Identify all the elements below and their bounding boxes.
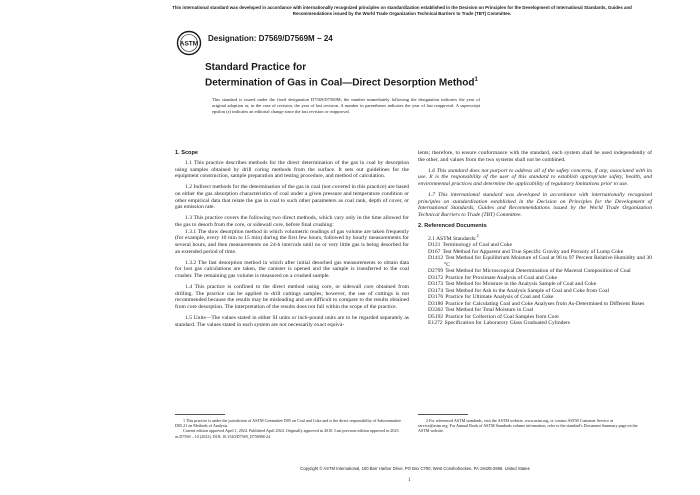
footnote: 2 For referenced ASTM standards, visit the ASTM website, www.astm.org, or contact ASTM Customer Service at service@astm.org. For Annual Book of ASTM Standards volume information, refer to the standard's Document Summary page on the ASTM website. [418,418,638,434]
scope-paragraph: 1.3.2 The fast desorption method in which after initial desorbed gas measurements to obtain data for lost gas calculations are taken, the canister is opened and the sample is transferred to the coal crusher. The remaining gas volume is measured on a crushed sample. [175,259,409,279]
copyright-footer: Copyright © ASTM International, 100 Barr Harbor Drive, PO Box C700, West Conshohocken, PA 19428-2959. United States [300,466,530,471]
svg-text:ASTM: ASTM [179,40,199,48]
tbt-notice: This international standard was developed in accordance with internationally recognized principles on standardization established in the Decision on Principles for the Development of International Standards, Guides and Recommendations issued by the World Trade Organization Technical Barriers to Trade (TBT) Committee. [172,5,632,16]
reference-title: Specification for Laboratory Glass Graduated Cylinders [444,320,570,327]
tbt-paragraph: 1.7 This international standard was developed in accordance with internationally recognized principles on standardization established in the Decision on Principles for the Development of International Standards, Guides and Recommendations issued by the World Trade Organization Technical Barriers to Trade (TBT) Committee. [418,191,652,218]
reference-code[interactable]: D3174 [428,287,444,294]
astm-standards-intro [428,233,652,243]
reference-title: Practice for Proximate Analysis of Coal and Coke [445,274,557,281]
refs-intro-mark: 2 [476,232,479,238]
reference-title: Test Method for Moisture in the Analysis Sample of Coal and Coke [445,281,597,288]
reference-list [418,242,652,327]
scope-paragraph: 1.1 This practice describes methods for the direct determination of the gas in coal by desorption using samples obtained by drill coring methods from the surface. It sets out guidelines for the equipment construction, sample preparation and testing procedure, and method of calculation. [175,159,409,180]
reference-title: Practice for Ultimate Analysis of Coal and Coke [445,294,554,301]
title-line-1: Standard Practice for [205,62,307,73]
reference-code[interactable]: D121 [428,242,441,249]
scope-paragraph: lents; therefore, to ensure conformance with the standard, each system shall be used independently of the other, and values from the two systems shall not be combined. [418,150,652,163]
reference-code[interactable]: D1412 [428,255,444,262]
reference-title: Test Method for Apparent and True Specific Gravity and Porosity of Lump Coke [442,248,624,255]
reference-code[interactable]: D3302 [428,307,444,314]
right-column [418,150,652,327]
scope-paragraph: 1.5 Units—The values stated in either SI units or inch-pound units are to be regarded separately as standard. The values stated in each system are not necessarily exact equiva- [175,314,409,328]
reference-item [418,320,652,327]
footnote-rule [175,414,225,415]
footnote: Current edition approved April 1, 2024. Published April 2024. Originally approved in 2010. Last previous edition approved in 2023 as D7569 – 10 (2023). DOI: 10.1520/D7569_D7569M-24. [175,428,399,439]
reference-title: Test Method for Ash in the Analysis Sample of Coal and Coke from Coal [445,287,610,294]
reference-code[interactable]: D5192 [428,313,444,320]
reference-title: Test Method for Microscopical Determination of the Maceral Composition of Coal [445,268,631,275]
footnote: 1 This practice is under the jurisdiction of ASTM Committee D05 on Coal and Coke and is the direct responsibility of Subcommittee D05.21 on Methods of Analysis. [175,418,401,429]
referenced-documents-heading: 2. Referenced Documents [418,222,487,229]
safety-paragraph: 1.6 This standard does not purport to address all of the safety concerns, if any, associated with its use. It is the responsibility of the user of this standard to establish appropriate safety, health, and environmental practices and determine the applicability of regulatory limitations prior to use. [418,167,652,187]
scope-heading: 1. Scope [175,150,199,156]
footnotes-left [175,418,401,439]
reference-code[interactable]: D2799 [428,268,444,275]
standard-note: This standard is issued under the fixed designation D7569/D7569M; the number immediately following the designation indicates the year of original adoption or, in the case of revision, the year of last revision. A number in parentheses indicates the year of last reapproval. A superscript epsilon (ε) indicates an editorial change since the last revision or reapproval. [212,97,480,114]
reference-title: Test Method for Total Moisture in Coal [445,307,534,314]
reference-code[interactable]: D3180 [428,300,444,307]
title-footnote-mark: 1 [474,77,478,83]
reference-code[interactable]: E1272 [428,320,443,327]
footnote-rule [418,414,468,415]
reference-code[interactable]: D3173 [428,281,444,288]
reference-code[interactable]: D3176 [428,294,444,301]
document-title [205,62,478,89]
astm-logo [176,28,202,58]
reference-item [418,255,652,268]
reference-code[interactable]: D3172 [428,274,444,281]
left-column [175,150,409,328]
designation: Designation: D7569/D7569M − 24 [208,34,333,43]
scope-paragraph: 1.2 Indirect methods for the determination of the gas in coal (not covered in this practice) are based on either the gas absorption characteristics of coal under a given pressure and temperature condition or other empirical data that relate the gas in coal to such other parameters as coal rank, depth of cover, or gas emission rate. [175,184,409,211]
page-number: 1 [408,478,411,483]
reference-title: Test Method for Equilibrium Moisture of Coal at 96 to 97 Percent Relative Humidity and 30 °C [444,255,652,268]
refs-intro-text: 2.1 ASTM Standards: [428,235,477,242]
scope-paragraph: 1.3 This practice covers the following two direct methods, which vary only in the time allowed for the gas to desorb from the core, or sidewall core, before final crushing: [175,215,409,228]
reference-title: Practice for Collection of Coal Samples from Core [445,313,559,320]
scope-paragraph: 1.3.1 The slow desorption method in which volumetric readings of gas volume are taken frequently (for example, every 10 min to 15 min) during the first few hours, followed by hourly measurements for several hours, and then measurements on 24-h intervals until no or very little gas is being desorbed for an extended period of time. [175,228,409,255]
reference-title: Terminology of Coal and Coke [442,242,512,249]
title-line-2-text: Determination of Gas in Coal—Direct Desorption Method [205,77,475,89]
footnotes-right [418,418,644,434]
title-line-2 [205,74,478,89]
scope-paragraph: 1.4 This practice is confined to the direct method using core, or sidewall core obtained from drilling. The practice can be applied to drill cuttings samples; however, the use of cuttings is not recommended because the results may be misleading and are difficult to compare to the results obtained from core desorption. The interpretation of the results does not fall within the scope of the practice. [175,283,409,310]
reference-code[interactable]: D167 [428,248,441,255]
reference-title: Practice for Calculating Coal and Coke Analyses from As-Determined to Different Bases [445,300,645,307]
